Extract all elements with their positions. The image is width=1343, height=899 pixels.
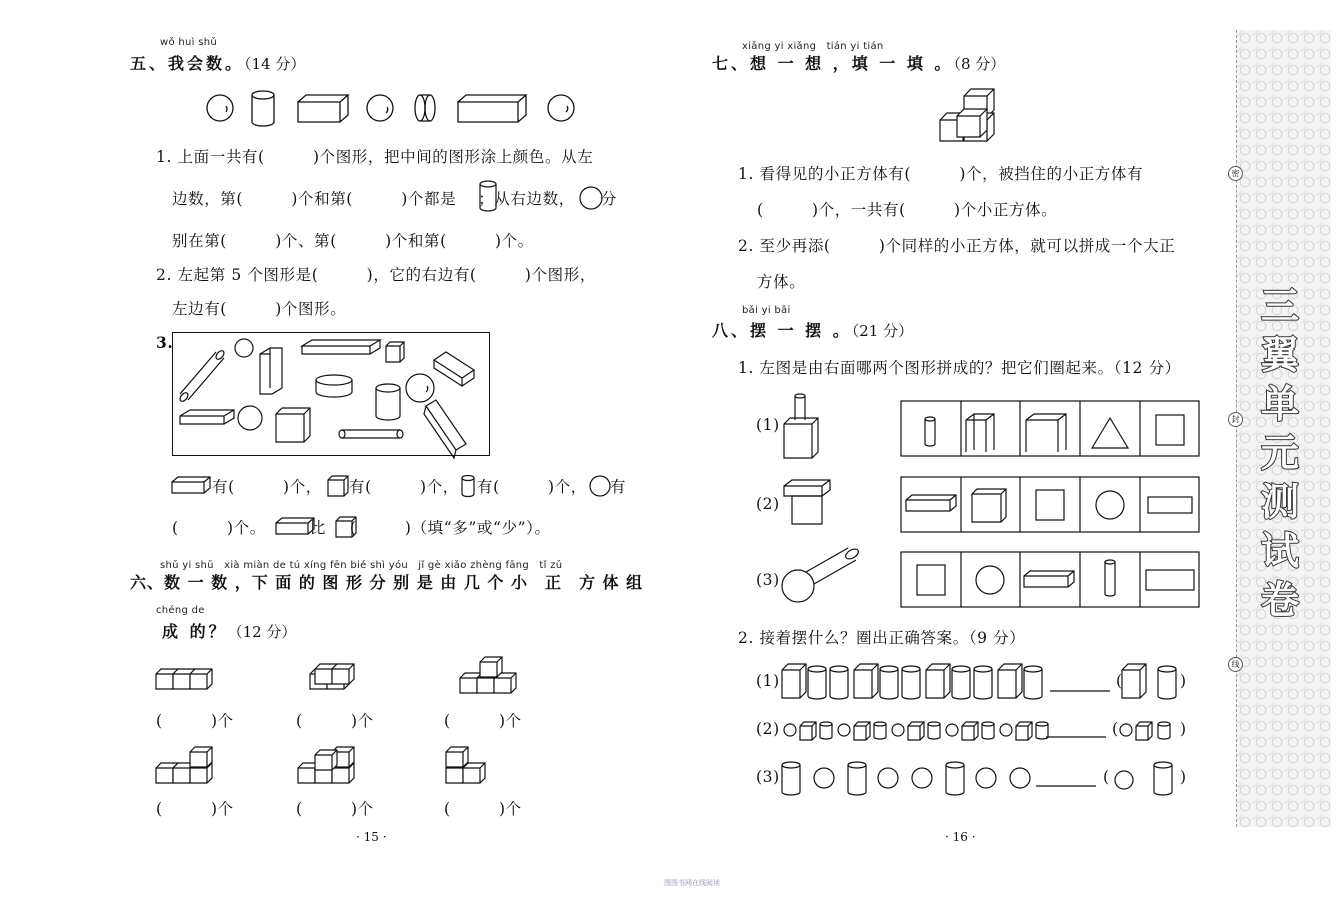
section7-title: 七、想 一 想 ，填 一 填 。（8 分）	[712, 54, 1006, 73]
cube-icon	[328, 476, 348, 496]
tilted-cuboid	[434, 352, 474, 386]
s5-q3-label: 3.	[156, 333, 174, 352]
figure-3	[460, 657, 516, 693]
s6-blank-1: ( )个	[156, 712, 234, 730]
pattern-row-2	[784, 722, 1170, 740]
s8-q1-label-2: (2)	[756, 495, 780, 513]
sphere	[235, 339, 253, 357]
s6-pinyin2: chéng de	[156, 605, 205, 616]
figure-4	[156, 747, 212, 783]
section5-title: 五、我会数。（14 分）	[130, 54, 306, 73]
s6-blank-5: ( )个	[296, 800, 374, 818]
flat-cuboid	[180, 410, 234, 424]
s7-cube-figure	[940, 88, 1010, 144]
figure-6	[446, 747, 485, 783]
s5-q1-line2: 边数，第( )个和第( )个都是 ；从右边数， 分	[172, 190, 617, 208]
s5-q1-line1: 1. 上面一共有( )个图形，把中间的图形涂上颜色。从左	[156, 148, 594, 166]
figure-2	[310, 664, 354, 689]
lying-cylinder	[339, 430, 403, 438]
sphere-shape	[548, 95, 574, 121]
cuboid-shape	[298, 95, 348, 122]
cylinder-icon	[480, 181, 496, 187]
s5-q2-line1: 2. 左起第 5 个图形是( )，它的右边有( )个图形，	[156, 266, 596, 284]
s8-q2-patterns	[780, 660, 1200, 800]
cuboid-icon	[172, 477, 210, 493]
composite-2	[784, 480, 830, 524]
page-number-15: · 15 ·	[356, 830, 387, 844]
s8-pinyin: bǎi yi bǎi	[742, 305, 791, 316]
section6-title-cont: 成 的？（12 分）	[162, 622, 297, 641]
options-row-2	[901, 477, 1199, 532]
count-cube-text: 有( )个，	[349, 478, 459, 496]
s7-q1-line1: 1. 看得见的小正方体有( )个，被挡住的小正方体有	[738, 165, 1144, 183]
s7-q2-line2: 方体。	[757, 273, 806, 291]
pattern-3-label: (3)	[756, 768, 780, 786]
pattern-row-1	[782, 664, 1176, 699]
s5-pinyin: wǒ huì shǔ	[160, 37, 217, 48]
cylinder-icon	[462, 476, 474, 497]
s6-blank-2: ( )个	[296, 712, 374, 730]
sphere	[238, 406, 262, 430]
s8-q2: 2. 接着摆什么？圈出正确答案。（9 分）	[738, 629, 1026, 647]
s8-q1-label-3: (3)	[756, 571, 780, 589]
s8-q1-figures	[780, 390, 1210, 615]
flat-cuboid	[302, 340, 380, 354]
section6-title: 六、数 一 数 ，下 面 的 图 形 分 别 是 由 几 个 小 正 方 体 组	[130, 573, 644, 592]
s5-q1-line3: 别在第( )个、第( )个和第( )个。	[172, 232, 534, 250]
pattern-3-close: )	[1180, 768, 1187, 786]
section8-title: 八、摆 一 摆 。（21 分）	[712, 321, 914, 340]
s6-blank-3: ( )个	[444, 712, 522, 730]
s5-q2-line2: 左边有( )个图形。	[172, 300, 347, 318]
sphere-shape	[367, 95, 393, 121]
figure-5	[298, 747, 354, 783]
figure-1	[156, 669, 212, 689]
composite-3	[782, 547, 860, 602]
compare-icons	[276, 515, 366, 539]
small-cube	[386, 342, 404, 362]
upright-cuboid	[260, 348, 282, 394]
s7-pinyin: xiǎng yi xiǎng tián yi tián	[742, 41, 884, 52]
s8-q1: 1. 左图是由右面哪两个图形拼成的？把它们圈起来。（12 分）	[738, 359, 1181, 377]
pattern-3-open: (	[1103, 768, 1110, 786]
count-cylinder-text: 有( )个，	[477, 478, 587, 496]
cuboid-icon	[276, 518, 314, 534]
s6-blank-4: ( )个	[156, 800, 234, 818]
pattern-1-close: )	[1180, 672, 1187, 690]
sphere-shape	[207, 95, 233, 121]
s6-blank-6: ( )个	[444, 800, 522, 818]
seal-mark-feng: 封	[1228, 412, 1243, 427]
compare-line: ( )个。 比 ( )（填“多”或“少”）。	[172, 519, 551, 537]
count-sphere-text: 有	[610, 478, 627, 496]
footer-watermark: 图图书网在线阅读	[664, 879, 720, 887]
s5-shapes-row	[200, 88, 590, 130]
cube	[276, 408, 310, 442]
seal-mark-xian: 线	[1228, 657, 1243, 672]
pattern-1-open: (	[1116, 672, 1123, 690]
options-row-1	[901, 401, 1199, 456]
s5-q3-shape-box	[172, 332, 490, 456]
composite-1	[784, 394, 818, 458]
sphere-icon	[590, 476, 610, 496]
s5-inline-icons	[478, 180, 538, 216]
options-row-3	[901, 552, 1199, 607]
cylinder	[376, 384, 400, 420]
short-cylinder	[316, 375, 352, 397]
count-cuboid-text: 有( )个，	[212, 478, 322, 496]
pattern-2-open: (	[1112, 720, 1119, 738]
s6-pinyin: shǔ yi shǔ xià miàn de tú xíng fēn bié shì yóu jǐ gè xiǎo zhèng fāng tǐ zǔ	[160, 560, 563, 571]
cube-icon	[336, 517, 356, 537]
stick-cylinder	[178, 349, 225, 403]
pattern-row-3	[782, 762, 1172, 795]
page-number-16: · 16 ·	[945, 830, 976, 844]
tilted-cuboid	[424, 400, 466, 458]
cylinder-shape	[252, 91, 274, 126]
pattern-1-label: (1)	[756, 672, 780, 690]
s7-q1-line2: ( )个，一共有( )个小正方体。	[757, 201, 1058, 219]
seal-mark-mi: 密	[1228, 166, 1243, 181]
s7-q2-line1: 2. 至少再添( )个同样的小正方体，就可以拼成一个大正	[738, 237, 1176, 255]
sidebar-title: 三翼单元测试卷	[1260, 284, 1299, 622]
sphere	[406, 374, 434, 402]
s8-q1-label-1: (1)	[756, 416, 780, 434]
pattern-2-close: )	[1180, 720, 1187, 738]
long-cuboid-shape	[458, 95, 526, 122]
short-cylinder-shape	[415, 95, 435, 121]
pattern-2-label: (2)	[756, 720, 780, 738]
